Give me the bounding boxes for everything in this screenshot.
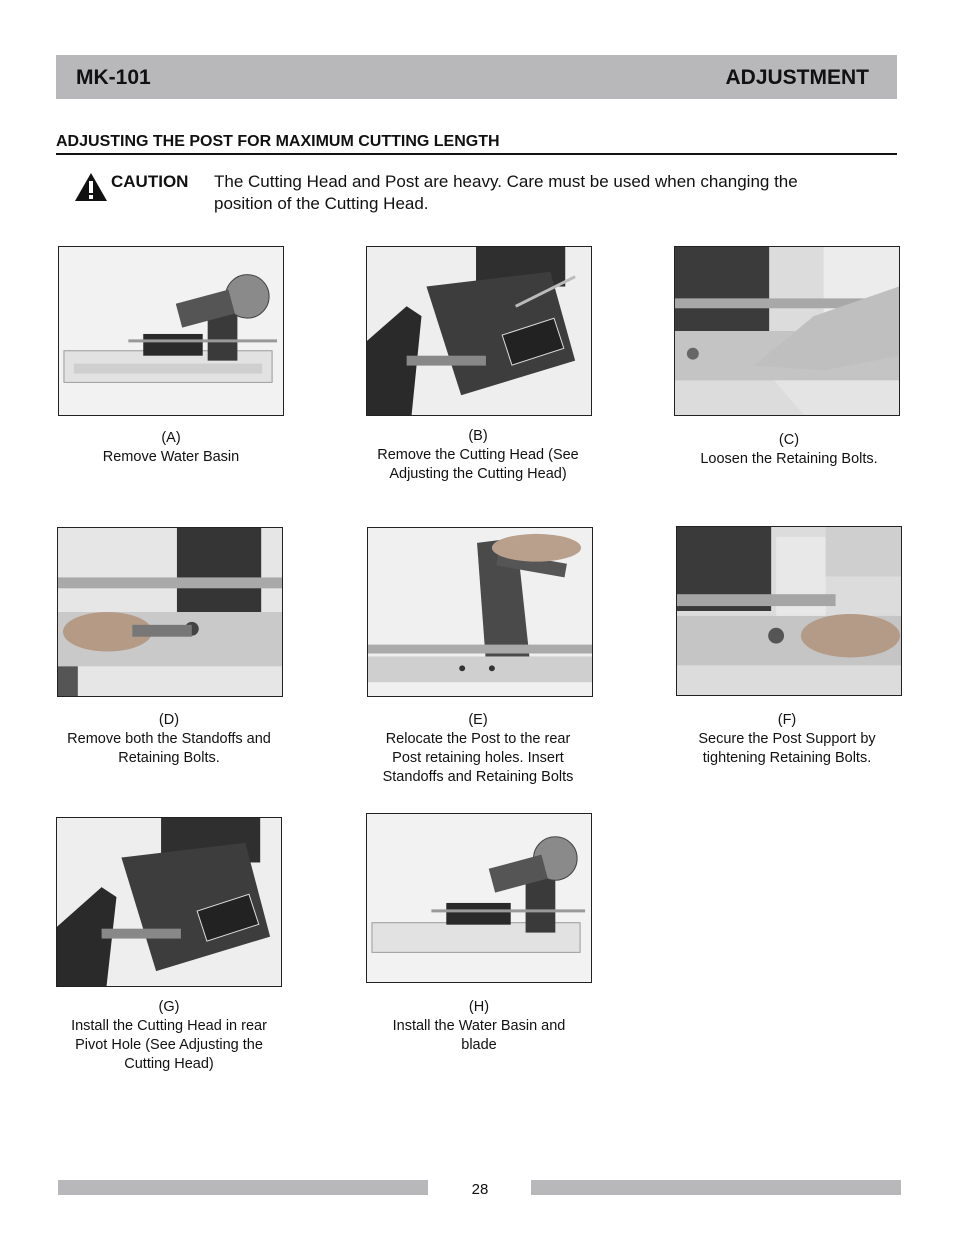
caption-line: Secure the Post Support by	[698, 731, 876, 747]
caption-letter: (D)	[158, 712, 180, 728]
caption-line: Pivot Hole (See Adjusting the	[75, 1037, 263, 1053]
page-number: 28	[471, 1181, 489, 1198]
caption-line: Remove the Cutting Head (See	[377, 447, 579, 463]
warning-triangle-icon	[74, 172, 108, 202]
caption-line: Relocate the Post to the rear	[385, 731, 571, 747]
caution-text-line: position of the Cutting Head.	[214, 194, 429, 213]
caption-line: tightening Retaining Bolts.	[702, 750, 872, 766]
photo-c-retaining-bolts	[674, 246, 900, 416]
caption-letter: (B)	[468, 428, 488, 444]
section-divider	[56, 153, 897, 155]
caution-text-line: The Cutting Head and Post are heavy. Care must be used when changing the	[214, 172, 798, 191]
caption-line: Standoffs and Retaining Bolts	[382, 769, 574, 785]
photo-b-cutting-head	[366, 246, 592, 416]
caption-line: Loosen the Retaining Bolts.	[700, 451, 878, 467]
header-bar	[56, 55, 897, 99]
caution-text	[214, 171, 894, 215]
photo-g-install-cutting-head	[56, 817, 282, 987]
caption-line: Remove Water Basin	[102, 449, 240, 465]
caption-d	[45, 711, 293, 768]
caption-b	[350, 427, 606, 484]
section-name: ADJUSTMENT	[725, 66, 869, 89]
caption-e	[356, 711, 600, 787]
section-title: ADJUSTING THE POST FOR MAXIMUM CUTTING LENGTH	[56, 133, 500, 150]
caption-letter: (H)	[468, 999, 490, 1015]
caption-letter: (G)	[158, 999, 180, 1015]
caption-letter: (C)	[778, 432, 800, 448]
caption-line: Install the Cutting Head in rear	[71, 1018, 267, 1034]
caption-line: Retaining Bolts.	[118, 750, 220, 766]
caption-line: blade	[461, 1037, 497, 1053]
caption-f	[666, 711, 908, 768]
photo-h-saw-reassembled	[366, 813, 592, 983]
caption-line: Post retaining holes. Insert	[392, 750, 564, 766]
photo-d-standoffs	[57, 527, 283, 697]
caption-line: Adjusting the Cutting Head)	[389, 466, 567, 482]
caption-c	[666, 431, 912, 469]
photo-f-secure-post	[676, 526, 902, 696]
caption-line: Remove both the Standoffs and	[67, 731, 271, 747]
caption-line: Install the Water Basin and	[392, 1018, 566, 1034]
caption-line: Cutting Head)	[124, 1056, 214, 1072]
footer-bar-right	[531, 1180, 901, 1195]
caption-letter: (F)	[777, 712, 797, 728]
caption-g	[48, 998, 290, 1074]
photo-e-relocate-post	[367, 527, 593, 697]
footer-bar-left	[58, 1180, 428, 1195]
caption-h	[358, 998, 600, 1055]
model-name: MK-101	[76, 66, 151, 89]
photo-a-saw-with-basin	[58, 246, 284, 416]
caution-label: CAUTION	[111, 172, 189, 191]
caption-letter: (A)	[161, 430, 181, 446]
caption-letter: (E)	[468, 712, 488, 728]
caption-a	[50, 429, 292, 467]
